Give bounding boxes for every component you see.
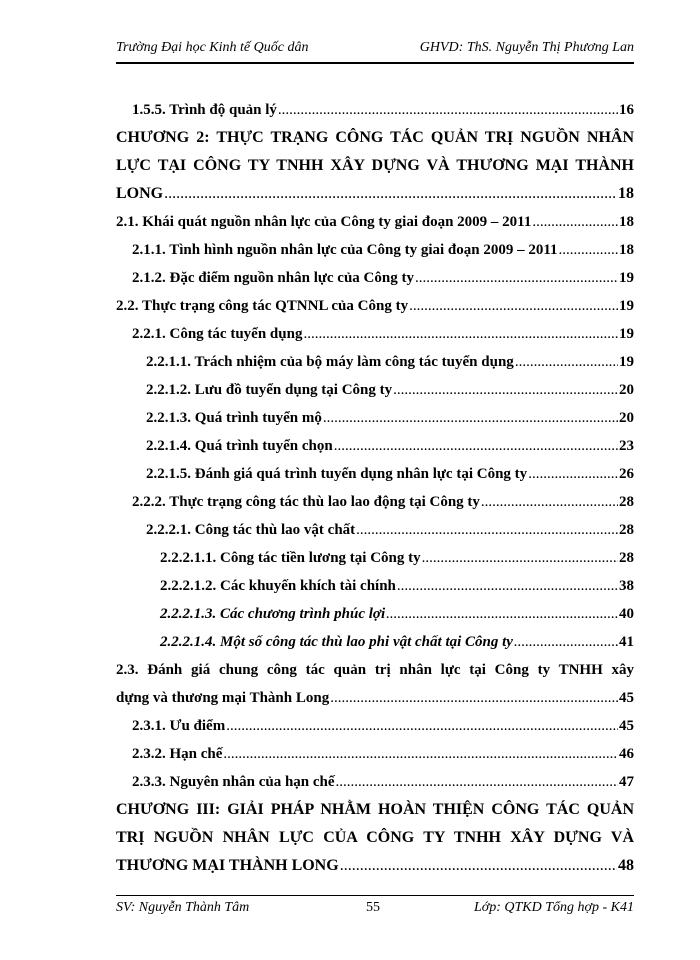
footer-student: SV: Nguyễn Thành Tâm [116, 900, 250, 915]
toc-page-number: 20 [619, 382, 634, 398]
toc-page-number: 23 [619, 438, 634, 454]
table-of-contents [116, 96, 634, 880]
toc-page-number: 46 [619, 746, 634, 762]
toc-entry[interactable]: 2.1.1. Tình hình nguồn nhân lực của Công ty giai đoạn 2009 – 2011 ..... 18 [116, 236, 634, 264]
toc-entry[interactable]: 2.2.2.1.3. Các chương trình phúc lợi ..... 40 [116, 600, 634, 628]
toc-entry[interactable]: LONG ..... 18 [116, 180, 634, 208]
toc-entry[interactable]: 2.2. Thực trạng công tác QTNNL của Công ty ..... 19 [116, 292, 634, 320]
toc-entry[interactable]: 2.2.1.3. Quá trình tuyển mộ ..... 20 [116, 404, 634, 432]
toc-page-number: 28 [619, 494, 634, 510]
toc-entry[interactable]: 2.2.2.1.2. Các khuyến khích tài chính ..... 38 [116, 572, 634, 600]
toc-section-line: 2.3. Đánh giá chung công tác quản trị nhân lực tại Công ty TNHH xây [116, 662, 634, 678]
toc-page-number: 18 [618, 185, 634, 202]
toc-page-number: 48 [618, 857, 634, 874]
footer-divider [116, 895, 634, 896]
toc-entry[interactable]: 2.2.1. Công tác tuyển dụng ..... 19 [116, 320, 634, 348]
header-university: Trường Đại học Kinh tế Quốc dân [116, 40, 309, 55]
toc-page-number: 40 [619, 606, 634, 622]
toc-entry[interactable]: THƯƠNG MẠI THÀNH LONG ..... 48 [116, 852, 634, 880]
toc-entry[interactable]: 2.2.1.4. Quá trình tuyển chọn ..... 23 [116, 432, 634, 460]
toc-page-number: 41 [619, 634, 634, 650]
toc-page-number: 19 [619, 354, 634, 370]
toc-entry[interactable]: 2.2.2. Thực trạng công tác thù lao lao động tại Công ty ..... 28 [116, 488, 634, 516]
toc-entry[interactable]: 2.2.1.5. Đánh giá quá trình tuyển dụng nhân lực tại Công ty ..... 26 [116, 460, 634, 488]
toc-page-number: 19 [619, 270, 634, 286]
toc-page-number: 18 [619, 214, 634, 230]
footer-page-number: 55 [366, 900, 380, 915]
toc-chapter-line: CHƯƠNG III: GIẢI PHÁP NHẰM HOÀN THIỆN CÔNG TÁC QUẢN [116, 801, 634, 818]
toc-page-number: 19 [619, 298, 634, 314]
footer-class: Lớp: QTKD Tổng hợp - K41 [473, 900, 634, 915]
toc-page-number: 45 [619, 718, 634, 734]
toc-entry[interactable]: 2.3.3. Nguyên nhân của hạn chế ..... 47 [116, 768, 634, 796]
toc-entry[interactable]: 2.2.2.1.1. Công tác tiền lương tại Công ty ..... 28 [116, 544, 634, 572]
toc-entry[interactable]: 2.3.2. Hạn chế ..... 46 [116, 740, 634, 768]
header-supervisor: GHVD: ThS. Nguyễn Thị Phương Lan [419, 40, 634, 55]
toc-page-number: 19 [619, 326, 634, 342]
toc-page-number: 26 [619, 466, 634, 482]
toc-page-number: 47 [619, 774, 634, 790]
toc-entry[interactable]: dựng và thương mại Thành Long ..... 45 [116, 684, 634, 712]
toc-page-number: 18 [619, 242, 634, 258]
toc-page-number: 20 [619, 410, 634, 426]
toc-page-number: 16 [619, 102, 634, 118]
toc-page-number: 28 [619, 550, 634, 566]
toc-entry[interactable]: 2.2.2.1.4. Một số công tác thù lao phi vật chất tại Công ty ..... 41 [116, 628, 634, 656]
toc-page-number: 45 [619, 690, 634, 706]
toc-chapter-line: CHƯƠNG 2: THỰC TRẠNG CÔNG TÁC QUẢN TRỊ NGUỒN NHÂN [116, 129, 634, 146]
toc-entry[interactable]: 2.1.2. Đặc điểm nguồn nhân lực của Công ty ..... 19 [116, 264, 634, 292]
toc-entry[interactable]: 1.5.5. Trình độ quản lý ..... 16 [116, 96, 634, 124]
toc-entry[interactable]: 2.1. Khái quát nguồn nhân lực của Công ty giai đoạn 2009 – 2011 ..... 18 [116, 208, 634, 236]
toc-entry[interactable]: 2.2.1.2. Lưu đồ tuyển dụng tại Công ty ..... 20 [116, 376, 634, 404]
toc-page-number: 38 [619, 578, 634, 594]
page-header [116, 38, 634, 64]
toc-entry[interactable]: 2.2.2.1. Công tác thù lao vật chất ..... 28 [116, 516, 634, 544]
toc-entry[interactable]: 2.2.1.1. Trách nhiệm của bộ máy làm công tác tuyển dụng ..... 19 [116, 348, 634, 376]
toc-page-number: 28 [619, 522, 634, 538]
toc-chapter-line: TRỊ NGUỒN NHÂN LỰC CỦA CÔNG TY TNHH XÂY DỰNG VÀ [116, 829, 634, 846]
toc-chapter-line: LỰC TẠI CÔNG TY TNHH XÂY DỰNG VÀ THƯƠNG MẠI THÀNH [116, 157, 634, 174]
toc-entry[interactable]: 2.3.1. Ưu điểm ..... 45 [116, 712, 634, 740]
